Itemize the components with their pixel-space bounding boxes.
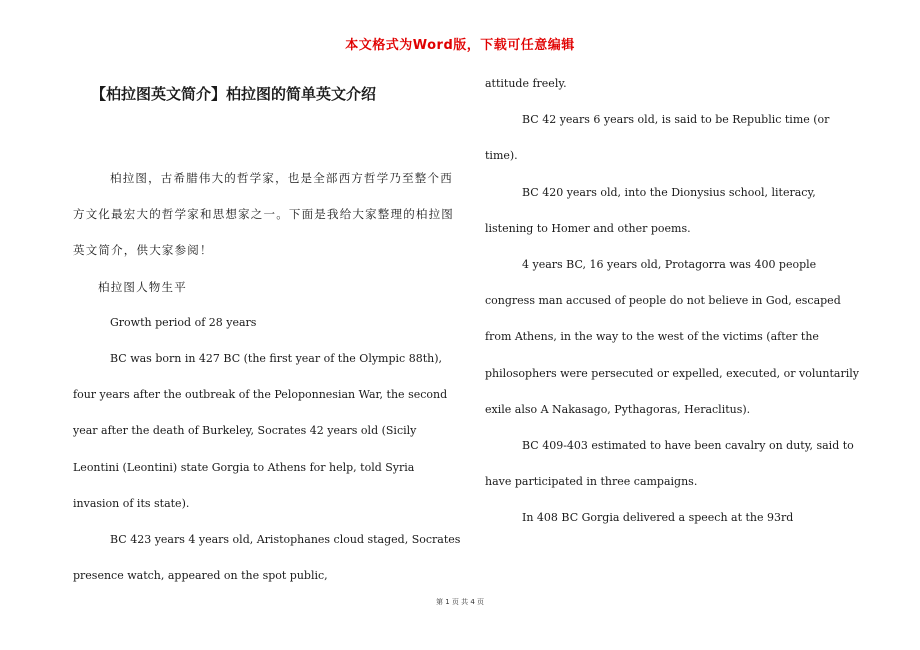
- document-title: 【柏拉图英文简介】柏拉图的简单英文介绍: [91, 85, 377, 103]
- left-column: [73, 74, 463, 594]
- paragraph-protagorra: 4 years BC, 16 years old, Protagorra was 400 people congress man accused of people do not believe in God, escaped from Athens, in the way to the west of the victims (after the philosophers were persecuted or expelled, executed, or voluntarily exile also A Nakasago, Pythagoras, Heraclitus).: [485, 258, 859, 416]
- paragraph-cavalry: BC 409-403 estimated to have been cavalry on duty, said to have participated in three campaigns.: [485, 439, 854, 489]
- paragraph-birth: BC was born in 427 BC (the first year of the Olympic 88th), four years after the outbreak of the Peloponnesian War, the second year after the death of Burkeley, Socrates 42 years old (Sicily Leontini (Leontini) state Gorgia to Athens for help, told Syria invasion of its state).: [73, 352, 448, 510]
- paragraph-423bc: BC 423 years 4 years old, Aristophanes cloud staged, Socrates presence watch, appeared on the spot public,: [73, 533, 461, 583]
- watermark-banner: 本文格式为Word版，下载可任意编辑: [345, 38, 575, 53]
- section-heading: 柏拉图人物生平: [98, 279, 187, 294]
- paragraph-gorgia-speech: In 408 BC Gorgia delivered a speech at the 93rd: [522, 511, 794, 525]
- subheading: Growth period of 28 years: [110, 315, 257, 329]
- paragraph-republic: BC 42 years 6 years old, is said to be Republic time (or time).: [485, 113, 830, 163]
- right-column: [485, 66, 865, 537]
- paragraph-dionysius-school: BC 420 years old, into the Dionysius school, literacy, listening to Homer and other poems.: [485, 185, 816, 235]
- continuation-line: attitude freely.: [485, 77, 567, 90]
- intro-paragraph: 柏拉图，古希腊伟大的哲学家，也是全部西方哲学乃至整个西方文化最宏大的哲学家和思想家之一。下面是我给大家整理的柏拉图英文简介，供大家参阅！: [73, 171, 454, 258]
- page-number-footer: 第 1 页 共 4 页: [435, 598, 485, 606]
